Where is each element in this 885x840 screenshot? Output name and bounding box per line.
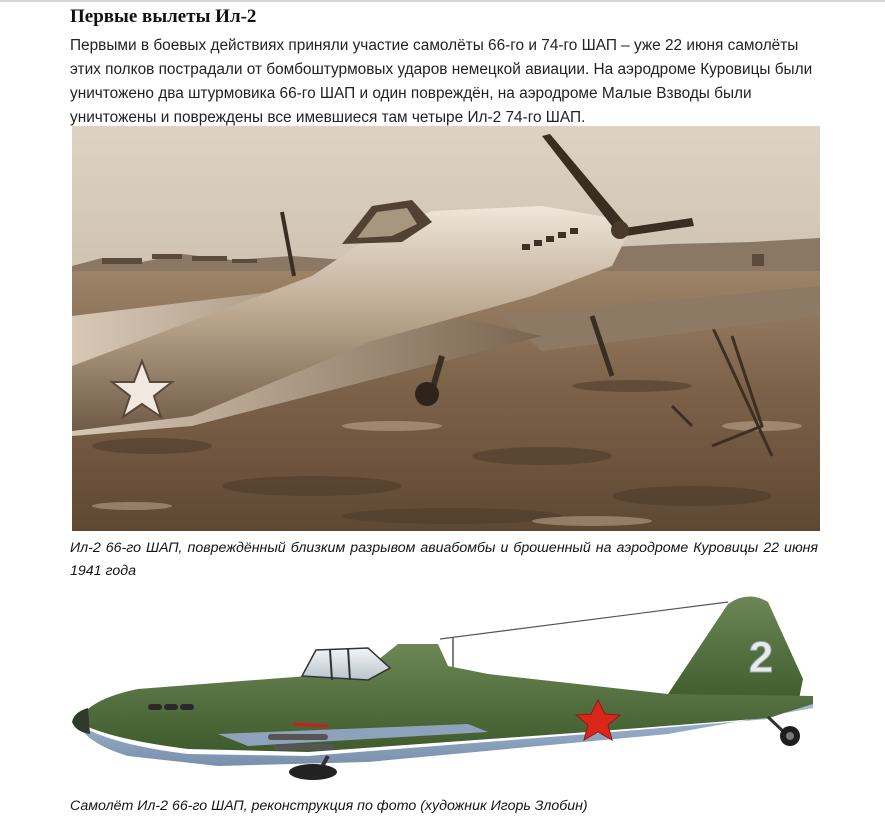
top-divider (0, 0, 885, 2)
tail-number: 2 (748, 633, 774, 682)
damaged-il2-photo (72, 126, 820, 531)
photo-caption: Ил-2 66-го ШАП, повреждённый близким разрывом авиабомбы и брошенный на аэродроме Куровицы 22 июня 1941 года (70, 540, 818, 579)
profile-illustration (68, 584, 828, 784)
il2-side-profile (68, 584, 828, 784)
article-intro: Первыми в боевых действиях приняли участие самолёты 66-го и 74-го ШАП – уже 22 июня самолёты этих полков пострадали от бомбоштурмовых ударов немецкой авиации. На аэродроме Куровицы были уничтожено два штурмовика 66-го ШАП и один повреждён, на аэродроме Малые Взводы были уничтожены и повреждены все имевшиеся там четыре Ил-2 74-го ШАП. (70, 37, 813, 126)
photo-illustration (72, 126, 820, 531)
profile-caption: Самолёт Ил-2 66-го ШАП, реконструкция по фото (художник Игорь Злобин) (70, 798, 588, 814)
article-title: Первые вылеты Ил-2 (70, 6, 257, 27)
